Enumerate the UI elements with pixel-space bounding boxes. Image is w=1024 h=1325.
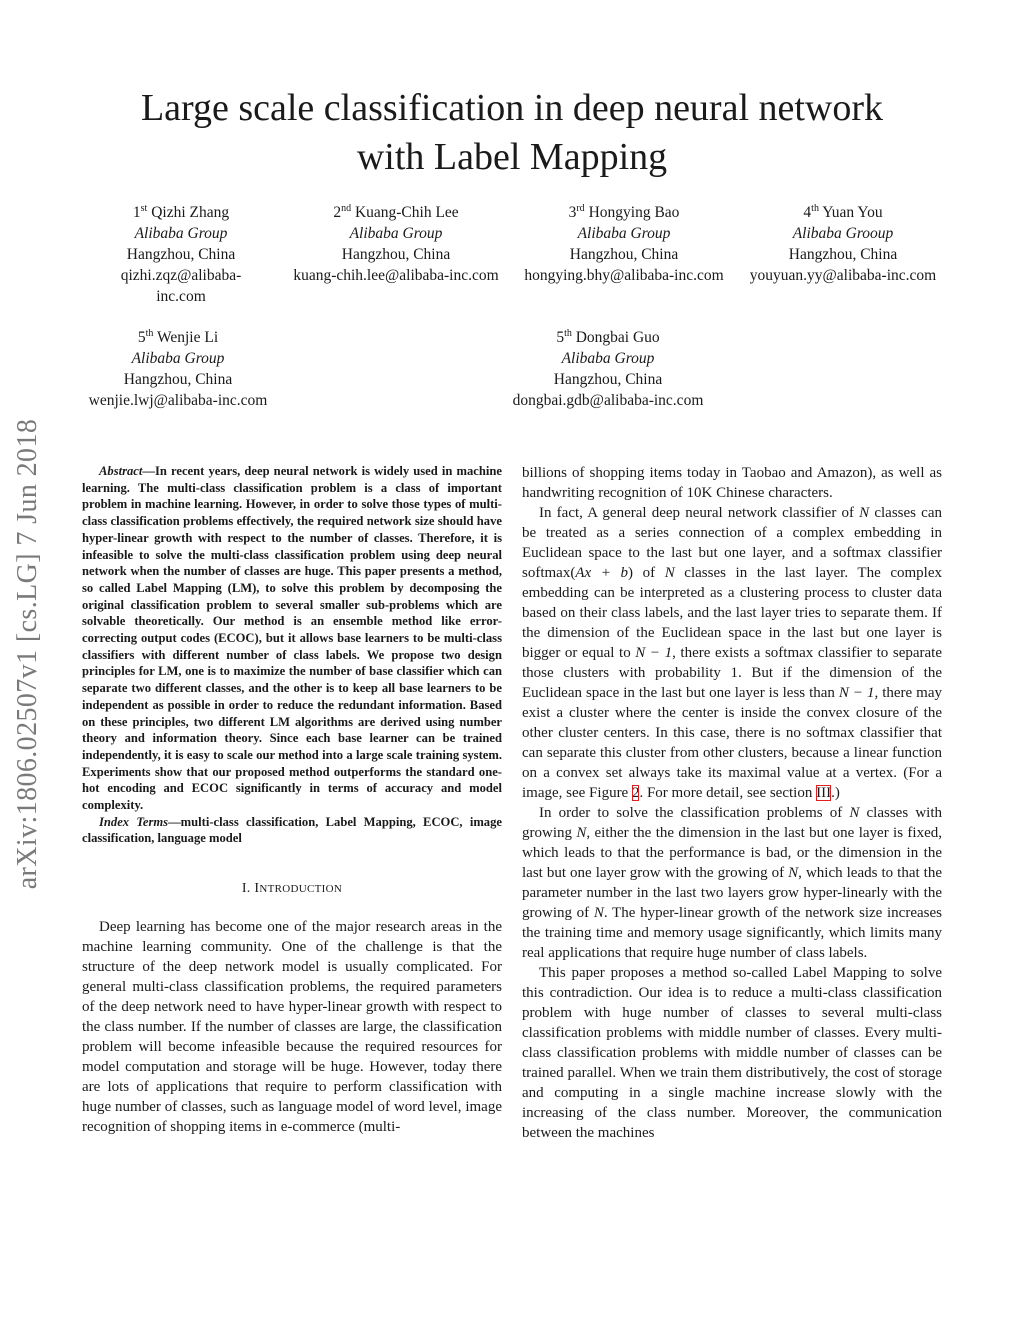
author-name: 4th Yuan You	[803, 202, 883, 221]
abstract-label: Abstract	[99, 464, 143, 478]
author-name: 2nd Kuang-Chih Lee	[333, 202, 459, 221]
author-name: 5th Wenjie Li	[137, 327, 219, 346]
author-name: 1st Qizhi Zhang	[132, 202, 230, 221]
author-location: Hangzhou, China	[553, 371, 663, 388]
title-line-2: with Label Mapping	[356, 136, 668, 178]
author-4	[738, 202, 948, 286]
author-location: Hangzhou, China	[341, 246, 451, 263]
author-affiliation: Alibaba Group	[131, 350, 225, 367]
author-affiliation: Alibaba Grooup	[792, 225, 894, 242]
author-name: 3rd Hongying Bao	[568, 202, 680, 221]
index-terms-text: —multi-class classification, Label Mapping, ECOC, image classification, language model	[82, 814, 502, 846]
index-terms	[82, 814, 502, 847]
section-heading-introduction: I. INTRODUCTION	[241, 881, 343, 897]
author-2	[282, 202, 510, 286]
author-email: hongying.bhy@alibaba-inc.com	[524, 267, 724, 284]
author-affiliation: Alibaba Group	[577, 225, 671, 242]
right-paragraph-3: This paper proposes a method so-called Label Mapping to solve this contradiction. Our idea is to reduce a multi-class classification problem with huge number of classes to several multi-class classification problems with middle number of classes. Every multi-class classification problems with middle number of classes can be trained parallel. When we train them distributively, the cost of storage and computing in a single machine increase slowly with the increasing of the class number. Moreover, the communication between the machines	[522, 965, 942, 1141]
author-affiliation: Alibaba Group	[134, 225, 228, 242]
left-column	[82, 463, 502, 1137]
author-name: 5th Dongbai Guo	[556, 327, 660, 346]
section-3-link[interactable]: III	[816, 785, 832, 801]
author-location: Hangzhou, China	[569, 246, 679, 263]
author-location: Hangzhou, China	[788, 246, 898, 263]
right-paragraph-2: In order to solve the classification problems of N classes with growing N, either the the dimension in the last but one layer is fixed, which leads to that the performance is bad, or the dimension in the last but one layer grow with the growing of N, which leads to that the parameter number in the last two layers grow hyper-linearly with the growing of N. The hyper-linear growth of the network size increases the training time and memory usage significantly, which limits many real applications that require huge number of class labels.	[522, 805, 942, 961]
arxiv-identifier: arXiv:1806.02507v1 [cs.LG] 7 Jun 2018	[12, 418, 43, 890]
author-location: Hangzhou, China	[123, 371, 233, 388]
right-column	[522, 463, 942, 1143]
intro-paragraph-1: Deep learning has become one of the major research areas in the machine learning community. One of the challenge is that the structure of the deep network model is usually complicated. For general multi-class classification problems, the required parameters of the deep network need to have hyper-linear growth with respect to the class number. If the number of classes are large, the classification problem will become infeasible because the required resources for model computation and storage will be huge. However, today there are lots of applications that require to perform classification with huge number of classes, such as language model of word level, image recognition of shopping items in e-commerce (multi-	[82, 919, 502, 1136]
author-3	[514, 202, 734, 286]
author-email: youyuan.yy@alibaba-inc.com	[749, 267, 937, 284]
author-email: qizhi.zqz@alibaba-inc.com	[120, 267, 242, 305]
author-5	[78, 327, 278, 411]
author-6	[502, 327, 714, 411]
index-terms-label: Index Terms	[99, 814, 169, 829]
author-affiliation: Alibaba Group	[561, 350, 655, 367]
right-paragraph-continuation: billions of shopping items today in Taobao and Amazon), as well as handwriting recognition of 10K Chinese characters.	[522, 465, 942, 501]
paper-title	[60, 84, 964, 182]
author-email: kuang-chih.lee@alibaba-inc.com	[293, 267, 499, 284]
author-email: dongbai.gdb@alibaba-inc.com	[512, 392, 704, 409]
right-paragraph-1: In fact, A general deep neural network classifier of N classes can be treated as a series connection of a complex embedding in Euclidean space to the last but one layer, and a softmax classifier softmax(Ax + b) of N classes in the last layer. The complex embedding can be interpreted as a clustering process to cluster data based on their class labels, and the last layer tries to separate them. If the dimension of the Euclidean space in the last but one layer is bigger or equal to N − 1, there exists a softmax classifier to separate those clusters with probability 1. But if the dimension of the Euclidean space in the last but one layer is less than N − 1, there may exist a cluster where the center is inside the convex closure of the other cluster centers. In this case, there is no softmax classifier that can separate this cluster from other clusters, because a linear function on a convex set always take its maximal value at a vertex. (For a image, see Figure 2. For more detail, see section III.)	[522, 505, 942, 801]
author-affiliation: Alibaba Group	[349, 225, 443, 242]
title-line-1: Large scale classification in deep neural network	[140, 87, 884, 129]
author-email: wenjie.lwj@alibaba-inc.com	[88, 392, 268, 409]
abstract-text: —In recent years, deep neural network is widely used in machine learning. The multi-class classification problem is a class of important problem in machine learning. However, in order to solve those types of multi-class classification problems effectively, the required network size should have hyper-linear growth with respect to the number of classes. Therefore, it is infeasible to solve the multi-class classification problem using deep neural network when the number of classes are huge. This paper presents a method, so called Label Mapping (LM), to solve this problem by decomposing the original classification problem to several smaller sub-problems which are solvable theoretically. Our method is an ensemble method like error-correcting output codes (ECOC), but it allows base learners to be multi-class classifiers with different number of class labels. We propose two design principles for LM, one is to maximize the number of base classifier which can separate two different classes, and the other is to keep all base learners to be independent as possible in order to reduce the redundant information. Based on these principles, two different LM algorithms are derived using number theory and information theory. Since each base learner can be trained independently, it is easy to scale our method into a large scale training system. Experiments show that our proposed method outperforms the standard one-hot encoding and ECOC significantly in terms of accuracy and model complexity.	[82, 464, 502, 813]
author-location: Hangzhou, China	[126, 246, 236, 263]
abstract	[82, 463, 502, 814]
figure-2-link[interactable]: 2	[631, 785, 640, 801]
author-1	[100, 202, 262, 307]
